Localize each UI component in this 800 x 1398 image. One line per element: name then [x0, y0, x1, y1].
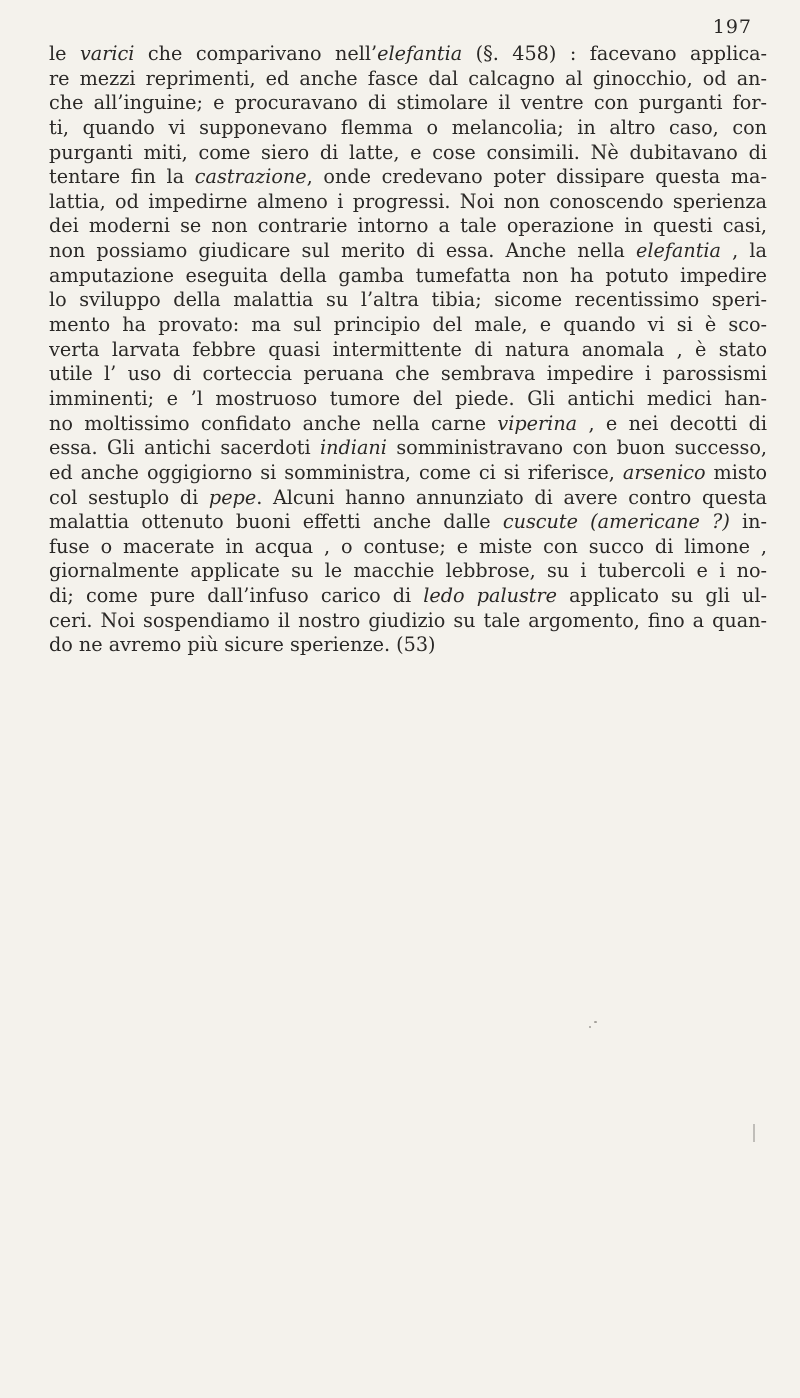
text-line	[49, 67, 767, 92]
text-run: le	[49, 42, 80, 65]
text-line	[49, 436, 767, 461]
text-line	[49, 288, 767, 313]
text-line	[49, 486, 767, 511]
italic-term: varici	[79, 42, 135, 65]
text-run: fuse o macerate in acqua , o contuse; e miste con succo di limone ,	[49, 534, 767, 558]
text-run: amputazione eseguita della gamba tumefatta non ha potuto impedire	[49, 263, 767, 287]
text-run: no moltissimo confidato anche nella carne	[49, 411, 498, 435]
text-run: , e nei decotti di	[577, 411, 767, 435]
text-run: lattia, od impedirne almeno i progressi. Noi non conoscendo sperienza	[49, 189, 767, 213]
italic-term: elefantia	[635, 239, 722, 263]
text-run: . Alcuni hanno annunziato di avere contro questa	[256, 485, 767, 509]
text-line	[49, 584, 767, 609]
text-line	[49, 559, 767, 584]
text-run: applicato su gli ul-	[557, 584, 767, 608]
text-run: col sestuplo di	[49, 485, 209, 509]
text-run: ceri. Noi sospendiamo il nostro giudizio su tale argomento, fino a quan-	[49, 608, 767, 632]
text-run: misto	[705, 460, 767, 484]
italic-term: cuscute (americane ?)	[502, 510, 730, 534]
text-line	[49, 141, 767, 166]
text-run: purganti miti, come siero di latte, e cose consimili. Nè dubitavano di	[49, 140, 767, 164]
text-line	[49, 313, 767, 338]
text-run: essa. Gli antichi sacerdoti	[49, 436, 321, 460]
italic-term: castrazione	[194, 165, 307, 189]
text-line	[49, 412, 767, 437]
text-line	[49, 362, 767, 387]
text-run: di; come pure dall’infuso carico di	[49, 584, 424, 608]
text-line	[49, 510, 767, 535]
text-run: non possiamo giudicare sul merito di essa. Anche nella	[49, 239, 636, 263]
text-run: giornalmente applicate su le macchie lebbrose, su i tubercoli e i no-	[49, 559, 767, 583]
italic-term: viperina	[497, 411, 578, 435]
text-run: dei moderni se non contrarie intorno a tale operazione in questi casi,	[49, 214, 767, 238]
text-run: imminenti; e ’l mostruoso tumore del piede. Gli antichi medici han-	[49, 386, 767, 410]
text-run: somministravano con buon successo,	[386, 436, 767, 460]
text-run: lo sviluppo della malattia su l’altra tibia; sicome recentissimo speri-	[49, 288, 767, 312]
text-line	[49, 338, 767, 363]
text-run: ti, quando vi supponevano flemma o melancolia; in altro caso, con	[49, 115, 767, 139]
text-line	[49, 116, 767, 141]
paper-mark	[753, 1124, 755, 1142]
text-line	[49, 264, 767, 289]
text-run: , onde credevano poter dissipare questa ma-	[306, 165, 767, 189]
italic-term: arsenico	[622, 460, 706, 484]
text-line	[49, 190, 767, 215]
text-run: ed anche oggigiorno si somministra, come ci si riferisce,	[49, 460, 623, 484]
italic-term: pepe	[208, 485, 257, 509]
italic-term: elefantia	[377, 42, 463, 65]
text-run: (§. 458) : facevano applica-	[462, 42, 767, 65]
text-line	[49, 91, 767, 116]
text-run: in-	[729, 510, 767, 534]
text-run: mento ha provato: ma sul principio del male, e quando vi si è sco-	[49, 313, 767, 337]
text-run: re mezzi reprimenti, ed anche fasce dal calcagno al ginocchio, od an-	[49, 66, 767, 90]
text-line	[49, 633, 767, 658]
text-line	[49, 387, 767, 412]
text-line	[49, 42, 767, 67]
text-run: che comparivano nell’	[134, 42, 378, 65]
text-line	[49, 535, 767, 560]
text-run: , la	[721, 239, 767, 263]
text-line	[49, 165, 767, 190]
text-run: verta larvata febbre quasi intermittente di natura anomala , è stato	[49, 337, 767, 361]
text-line	[49, 214, 767, 239]
text-line	[49, 461, 767, 486]
italic-term: indiani	[320, 436, 387, 460]
body-text	[49, 42, 767, 658]
ink-speck	[594, 1021, 597, 1023]
text-run: tentare fin la	[49, 165, 195, 189]
text-run: malattia ottenuto buoni effetti anche dalle	[49, 510, 503, 534]
text-line	[49, 239, 767, 264]
ink-speck	[589, 1026, 591, 1028]
text-run: do ne avremo più sicure sperienze. (53)	[49, 633, 436, 657]
italic-term: ledo palustre	[423, 584, 558, 608]
page-number: 197	[712, 16, 752, 38]
text-run: che all’inguine; e procuravano di stimolare il ventre con purganti for-	[49, 91, 767, 115]
text-line	[49, 609, 767, 634]
text-run: utile l’ uso di corteccia peruana che sembrava impedire i parossismi	[49, 362, 767, 386]
